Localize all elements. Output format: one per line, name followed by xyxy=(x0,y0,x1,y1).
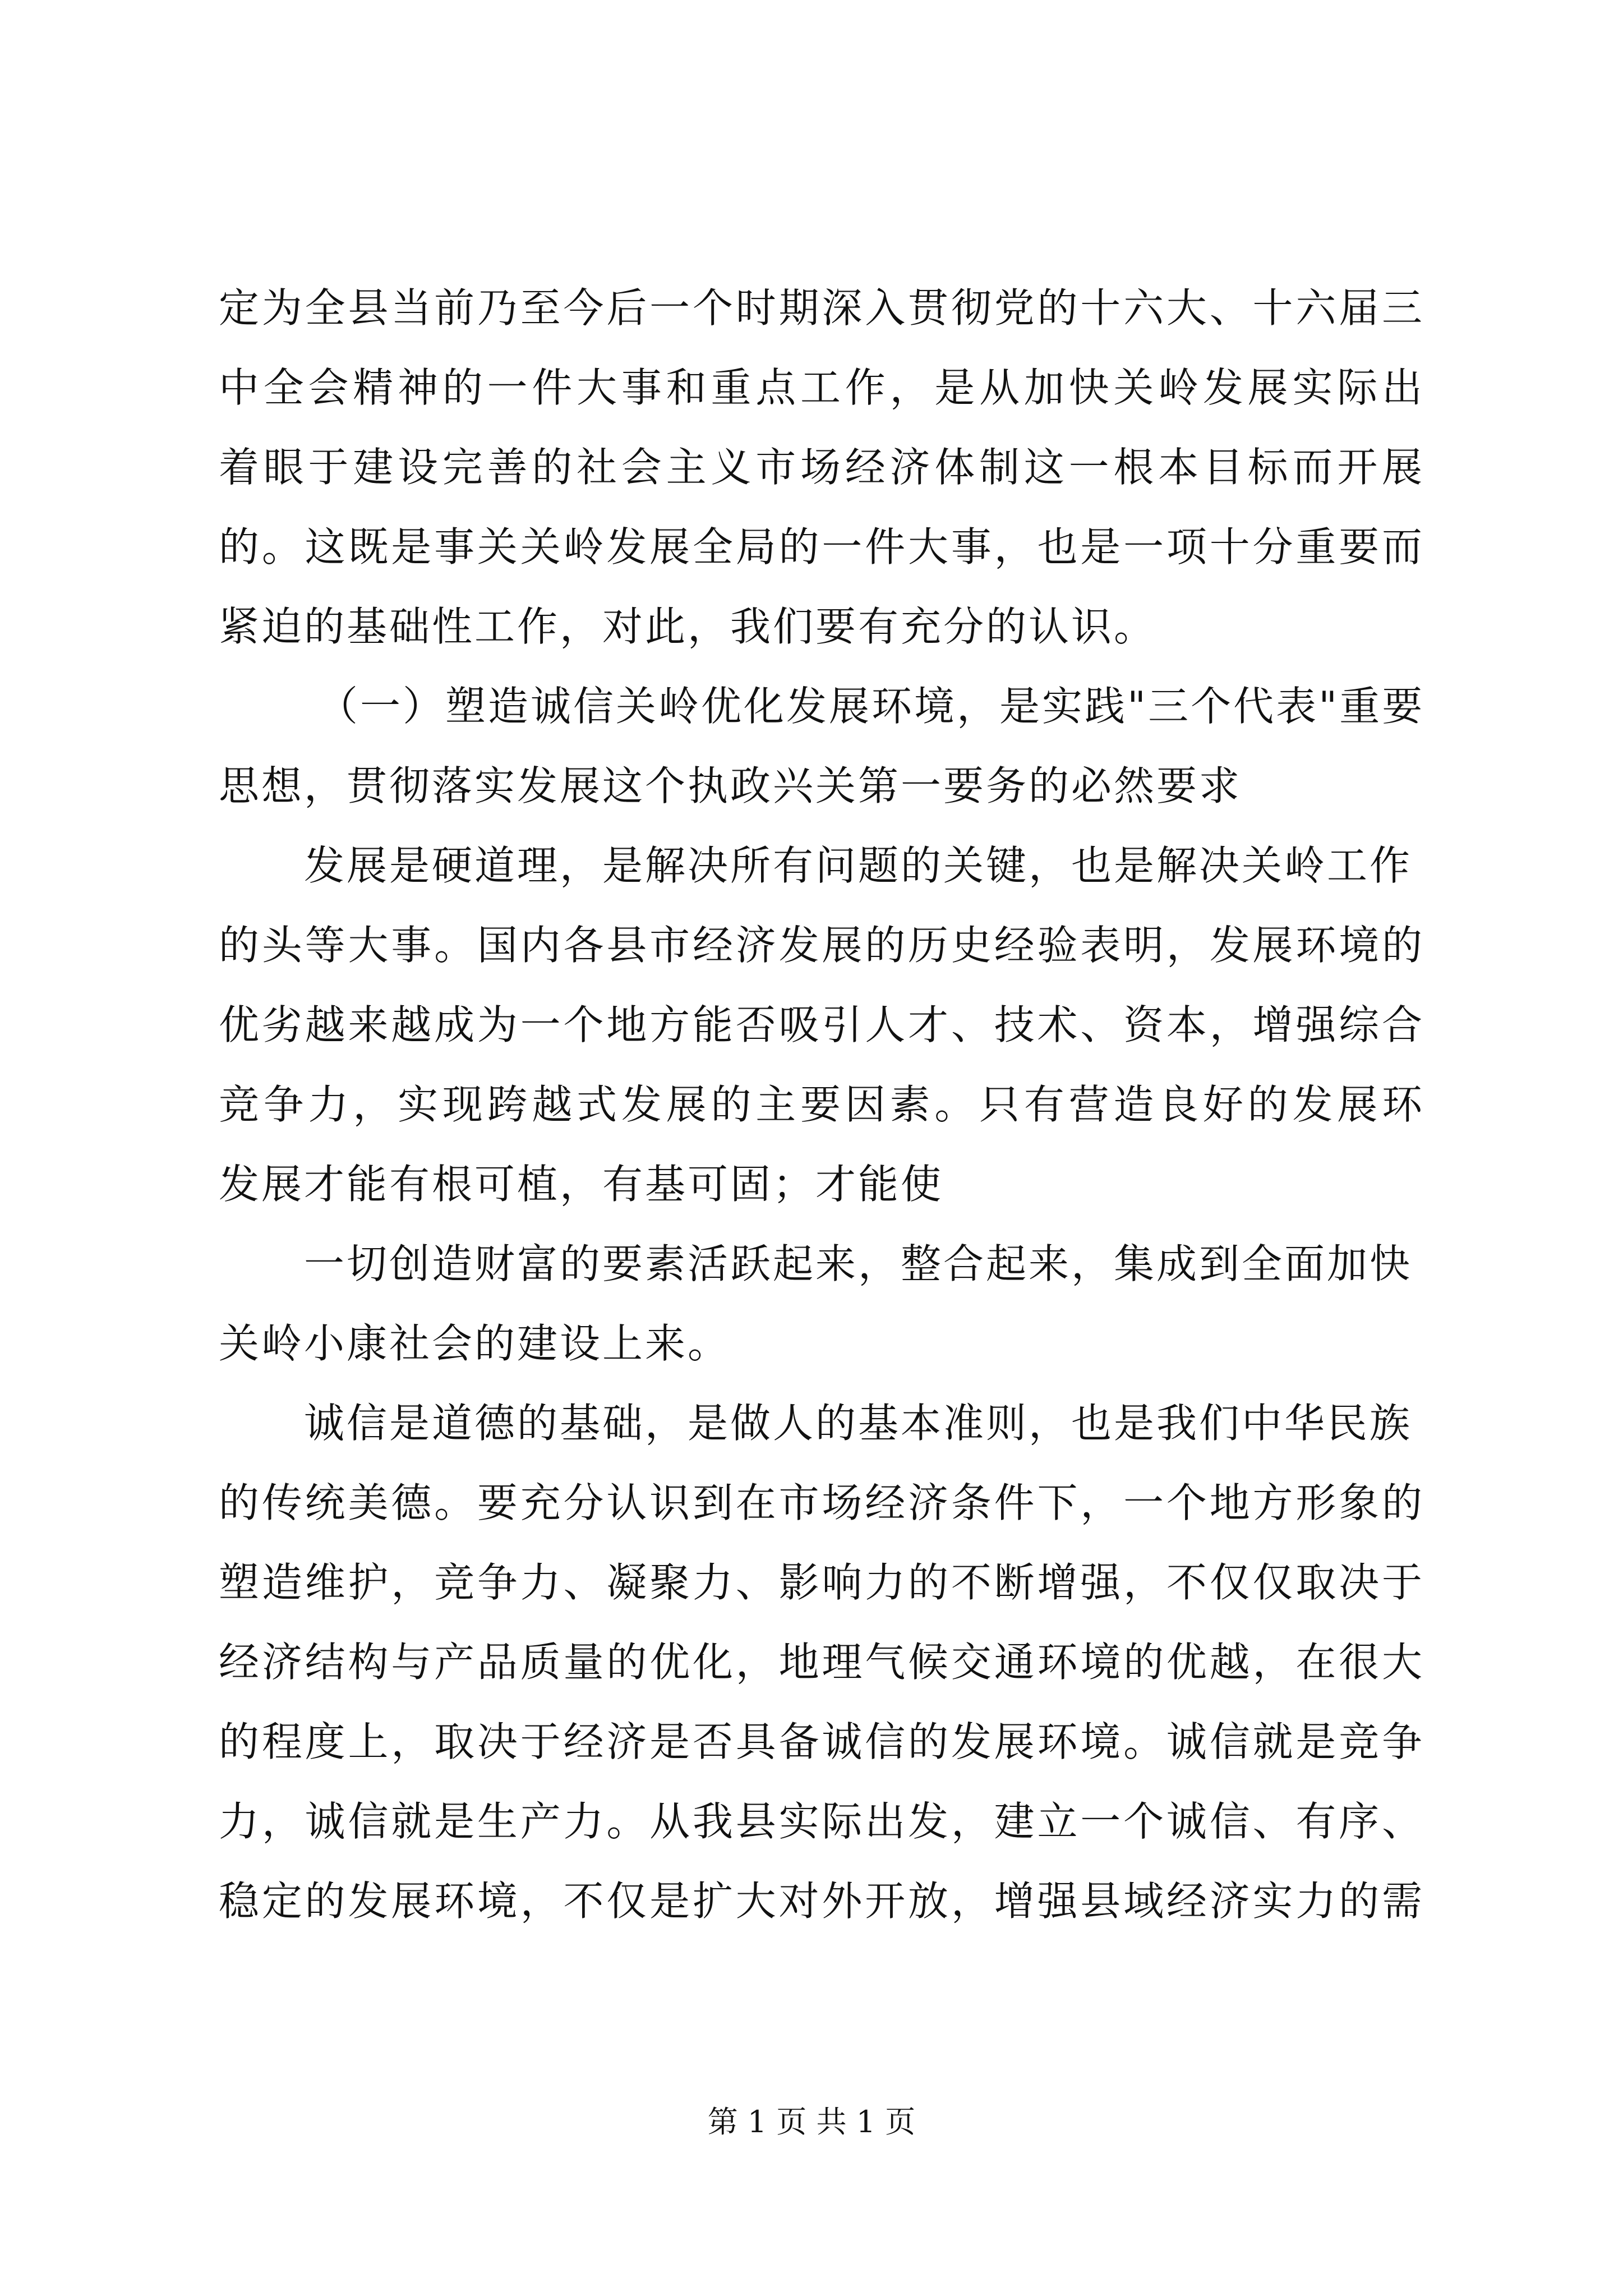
text-line: 竞争力，实现跨越式发展的主要因素。只有营造良好的发展环 xyxy=(219,1081,1424,1128)
text-line: 的。这既是事关关岭发展全局的一件大事，也是一项十分重要而 xyxy=(219,523,1424,570)
paragraph-first-line: 诚信是道德的基础，是做人的基本准则，也是我们中华民族 xyxy=(304,1400,1413,1447)
text-line: 的程度上，取决于经济是否具备诚信的发展环境。诚信就是竞争 xyxy=(219,1718,1424,1765)
text-line: 定为全县当前乃至今后一个时期深入贯彻党的十六大、十六届三 xyxy=(219,284,1424,332)
section-heading-line: 思想，贯彻落实发展这个执政兴关第一要务的必然要求 xyxy=(219,762,1242,809)
text-line: 力，诚信就是生产力。从我县实际出发，建立一个诚信、有序、 xyxy=(219,1798,1424,1845)
document-body xyxy=(219,268,1430,1941)
page-footer xyxy=(0,2102,1623,2142)
text-line: 着眼于建设完善的社会主义市场经济体制这一根本目标而开展 xyxy=(219,444,1424,491)
text-line: 发展才能有根可植，有基可固；才能使 xyxy=(219,1161,944,1208)
paragraph-first-line: 发展是硬道理，是解决所有问题的关键，也是解决关岭工作 xyxy=(304,842,1413,889)
text-line: 的头等大事。国内各县市经济发展的历史经验表明，发展环境的 xyxy=(219,922,1424,969)
text-line: 塑造维护，竞争力、凝聚力、影响力的不断增强，不仅仅取决于 xyxy=(219,1559,1424,1606)
text-line: 紧迫的基础性工作，对此，我们要有充分的认识。 xyxy=(219,603,1157,650)
text-line: 优劣越来越成为一个地方能否吸引人才、技术、资本，增强综合 xyxy=(219,1001,1424,1048)
text-line: 经济结构与产品质量的优化，地理气候交通环境的优越，在很大 xyxy=(219,1639,1424,1686)
paragraph-first-line: 一切创造财富的要素活跃起来，整合起来，集成到全面加快 xyxy=(304,1240,1413,1287)
text-line: 的传统美德。要充分认识到在市场经济条件下，一个地方形象的 xyxy=(219,1479,1424,1526)
text-line: 稳定的发展环境，不仅是扩大对外开放，增强县域经济实力的需 xyxy=(219,1878,1424,1925)
text-line: 关岭小康社会的建设上来。 xyxy=(219,1320,731,1367)
page-number-label: 第 1 页 共 1 页 xyxy=(707,2104,916,2139)
text-line: 中全会精神的一件大事和重点工作，是从加快关岭发展实际出 xyxy=(219,364,1424,411)
section-heading-line: （一）塑造诚信关岭优化发展环境，是实践"三个代表"重要 xyxy=(317,683,1425,730)
